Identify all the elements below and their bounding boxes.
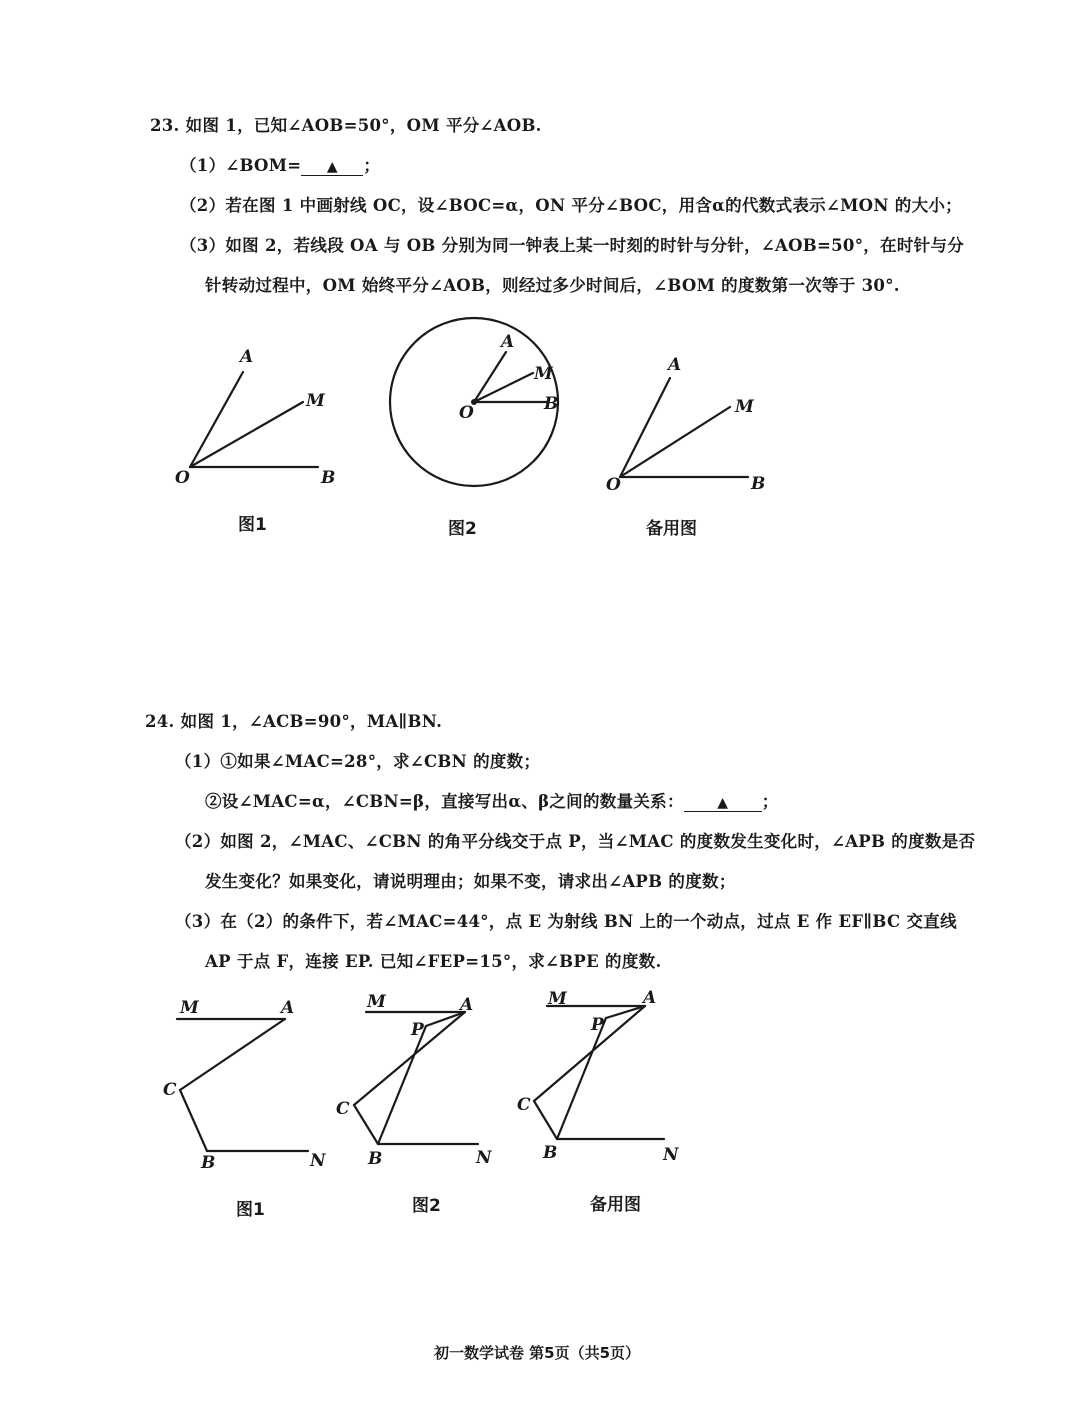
q24-part1b-prefix: ②设∠MAC=α，∠CBN=β，直接写出α、β之间的数量关系： (205, 792, 684, 811)
q24-fig1-diagram (163, 998, 327, 1173)
label-n: N (476, 1148, 492, 1168)
q23-part3-line1: （3）如图 2，若线段 OA 与 OB 分别为同一钟表上某一时刻的时针与分针，∠AOB=50°，在时针与分 (180, 236, 965, 255)
label-a: A (501, 332, 515, 352)
segment-ac (534, 1006, 645, 1101)
label-o: O (606, 475, 621, 495)
q24-fig2-caption: 图2 (412, 1196, 441, 1216)
q24-part3-line2: AP 于点 F，连接 EP. 已知∠FEP=15°，求∠BPE 的度数. (205, 952, 662, 971)
segment-ac (354, 1012, 465, 1105)
q24-part2-line2: 发生变化？如果变化，请说明理由；如果不变，请求出∠APB 的度数； (205, 872, 736, 891)
label-m: M (534, 364, 553, 384)
label-m: M (367, 992, 386, 1012)
label-c: C (163, 1080, 177, 1100)
q24-part2-line1: （2）如图 2，∠MAC、∠CBN 的角平分线交于点 P，当∠MAC 的度数发生变化时，∠APB 的度数是否 (175, 832, 976, 851)
label-a: A (668, 355, 682, 375)
label-a: A (281, 998, 295, 1018)
label-m: M (306, 391, 325, 411)
q24-fig1-caption: 图1 (236, 1200, 265, 1220)
label-a: A (460, 995, 474, 1015)
label-m: M (548, 989, 567, 1009)
q23-fig1-caption: 图1 (238, 515, 267, 535)
segment-cb (180, 1090, 207, 1151)
segment-cb (354, 1105, 378, 1144)
q24-fig2-diagram (336, 992, 493, 1169)
label-o: O (459, 403, 474, 423)
q23-part2: （2）若在图 1 中画射线 OC，设∠BOC=α，ON 平分∠BOC，用含α的代数式表示∠MON 的大小； (180, 196, 962, 215)
q23-part1-blank[interactable]: ▲ (301, 159, 363, 176)
q23-fig2-caption: 图2 (448, 519, 477, 539)
q24-part1a: （1）①如果∠MAC=28°，求∠CBN 的度数； (175, 752, 541, 771)
label-m: M (180, 998, 199, 1018)
page-footer: 初一数学试卷 第5页（共5页） (433, 1344, 641, 1362)
label-n: N (310, 1151, 326, 1171)
label-b: B (201, 1153, 216, 1173)
label-c: C (517, 1095, 531, 1115)
label-b: B (321, 468, 336, 488)
label-o: O (175, 468, 190, 488)
label-m: M (735, 397, 754, 417)
label-b: B (544, 394, 559, 414)
label-a: A (643, 988, 657, 1008)
bisector-bp (378, 1026, 426, 1144)
label-b: B (751, 474, 766, 494)
segment-ac (180, 1019, 285, 1090)
q23-part1-suffix: ； (363, 156, 381, 175)
label-a: A (240, 347, 254, 367)
q24-part3-line1: （3）在（2）的条件下，若∠MAC=44°，点 E 为射线 BN 上的一个动点，过点 E 作 EF∥BC 交直线 (175, 912, 957, 931)
q24-part1b-blank[interactable]: ▲ (684, 795, 762, 812)
label-n: N (663, 1145, 679, 1165)
q24-part1b-suffix: ； (761, 792, 779, 811)
q24-fig3-diagram (517, 988, 680, 1165)
q23-part1-prefix: （1）∠BOM= (180, 156, 302, 175)
label-p: P (591, 1015, 604, 1035)
q24-part1b (205, 788, 779, 812)
label-b: B (368, 1149, 383, 1169)
label-c: C (336, 1099, 350, 1119)
q23-stem: 23. 如图 1，已知∠AOB=50°，OM 平分∠AOB. (150, 116, 542, 135)
q23-fig3-diagram (606, 355, 765, 495)
bisector-bp (557, 1018, 606, 1139)
label-b: B (543, 1143, 558, 1163)
q23-part3-line2: 针转动过程中，OM 始终平分∠AOB，则经过多少时间后，∠BOM 的度数第一次等于 30°. (205, 276, 900, 295)
q23-fig2-clock (390, 318, 558, 486)
segment-cb (534, 1101, 557, 1139)
q23-fig3-caption: 备用图 (646, 519, 697, 539)
q24-fig3-caption: 备用图 (590, 1195, 641, 1215)
q24-stem: 24. 如图 1，∠ACB=90°，MA∥BN. (145, 712, 443, 731)
label-p: P (411, 1020, 424, 1040)
q23-fig1-diagram (175, 347, 335, 488)
